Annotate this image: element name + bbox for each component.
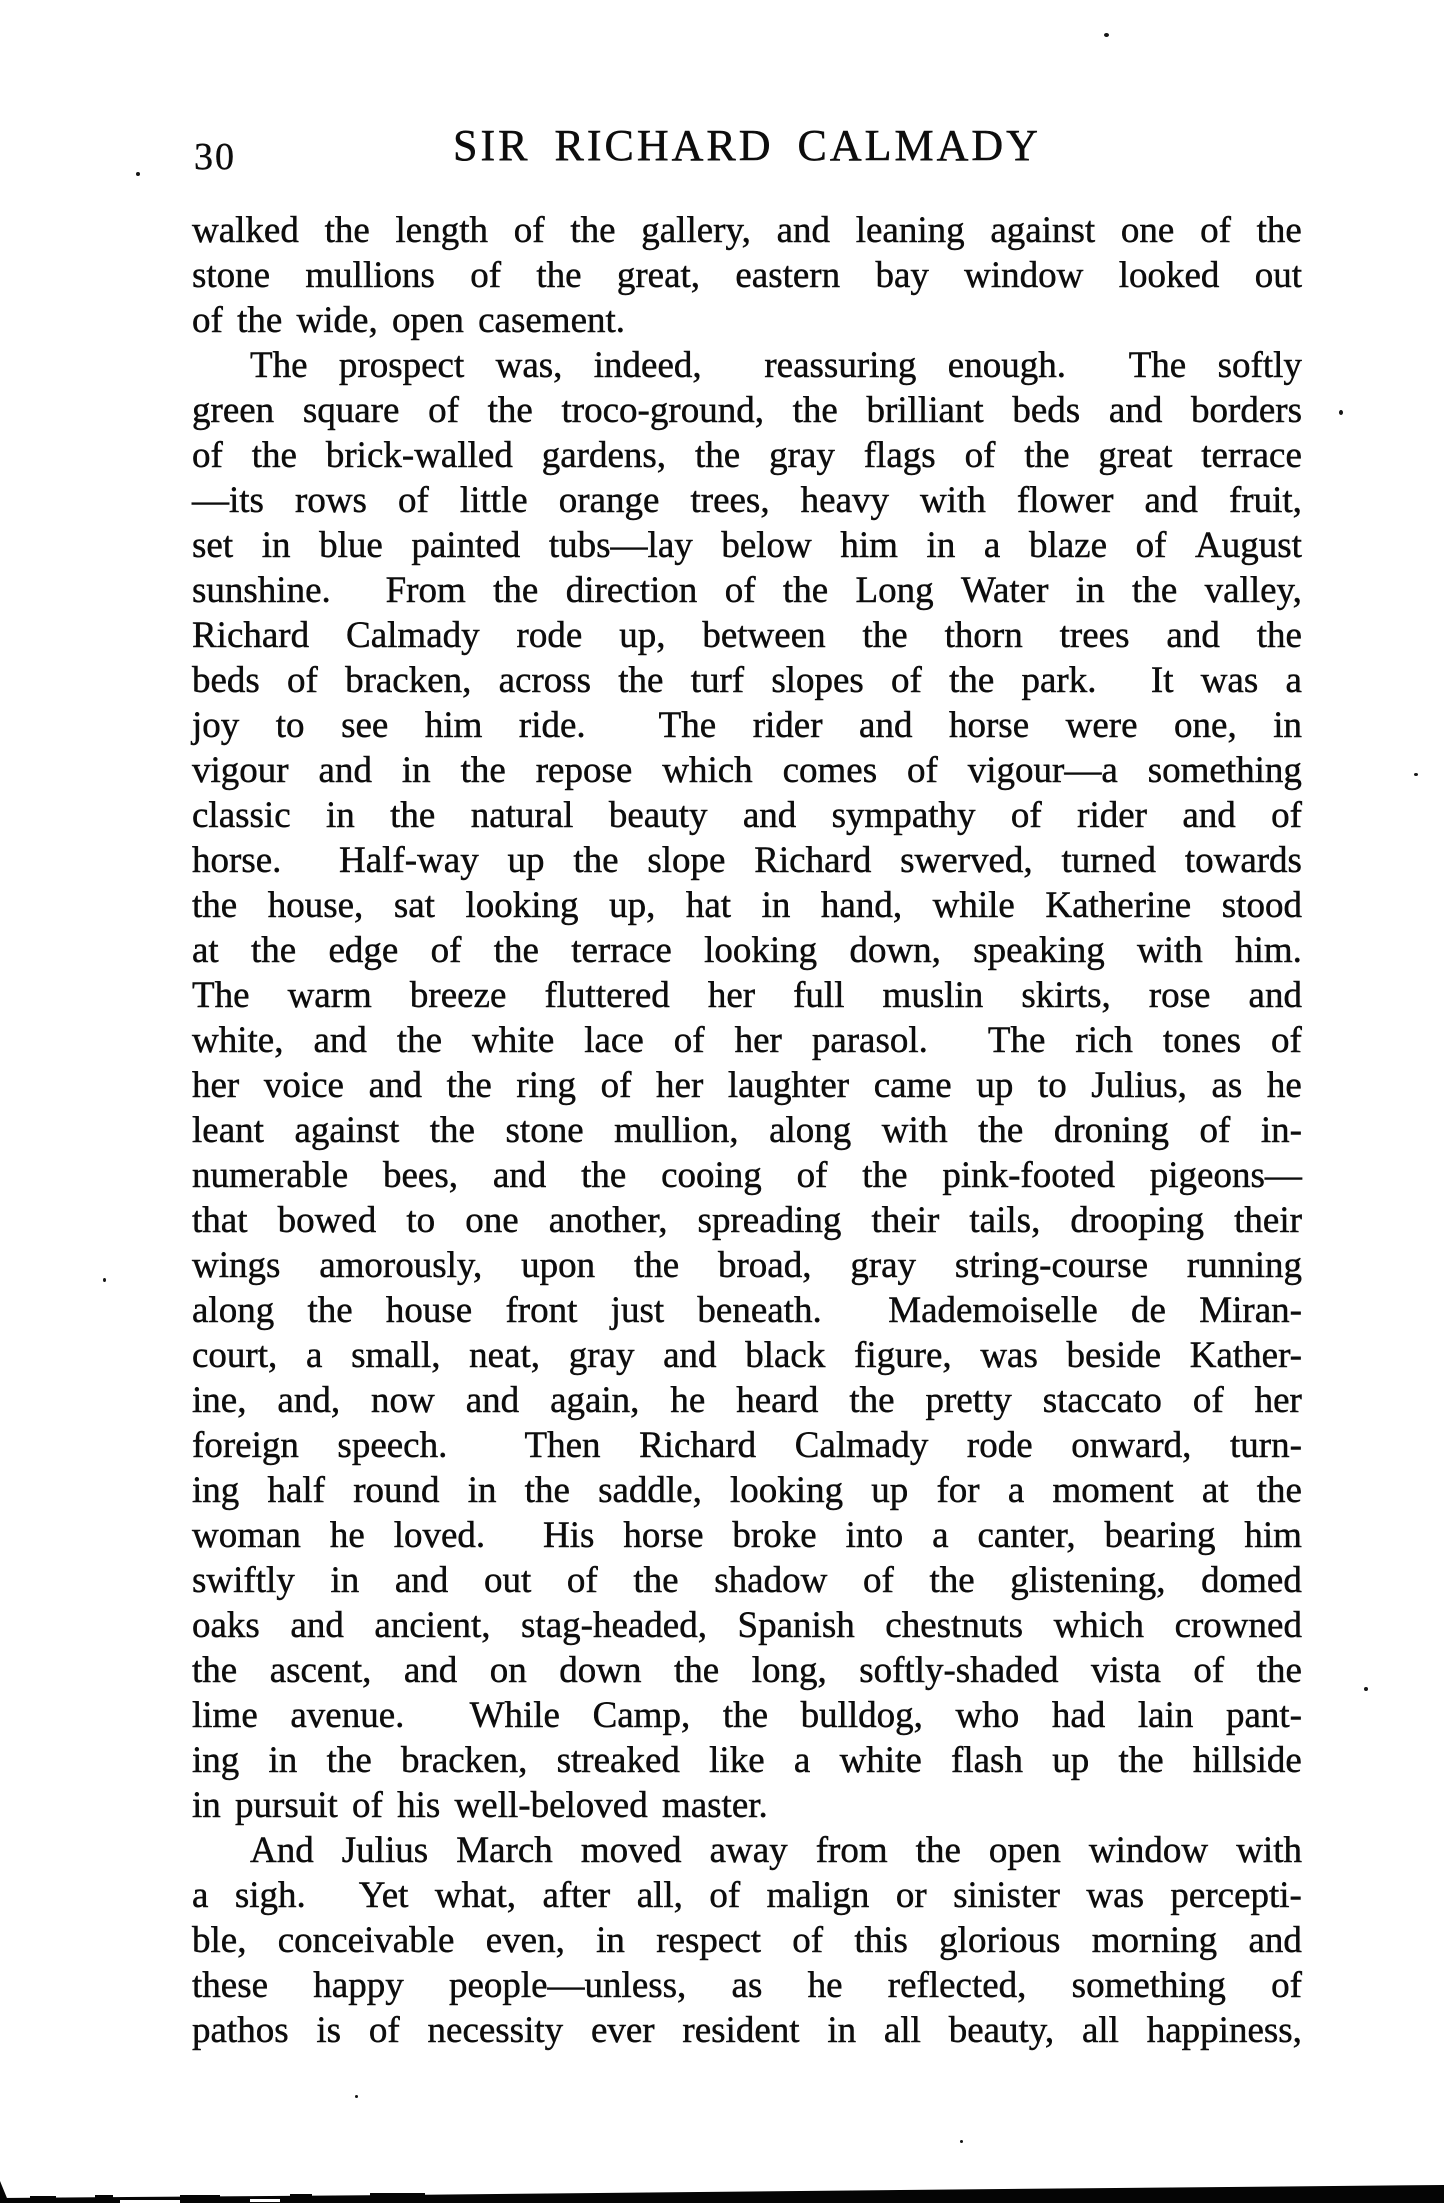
scan-speck (960, 2140, 963, 2143)
text-line: in pursuit of his well-beloved master. (192, 1785, 768, 1826)
text-line: ble, conceivable even, in respect of this glorious morning and (192, 1920, 1302, 1961)
text-line: along the house front just beneath. Mademoiselle de Miran- (192, 1290, 1302, 1331)
text-line: ine, and, now and again, he heard the pretty staccato of her (192, 1380, 1302, 1421)
text-line: the ascent, and on down the long, softly-shaded vista of the (192, 1650, 1302, 1691)
text-line: Richard Calmady rode up, between the thorn trees and the (192, 615, 1302, 656)
text-line: wings amorously, upon the broad, gray string-course running (192, 1245, 1302, 1286)
text-line: —its rows of little orange trees, heavy with flower and fruit, (192, 480, 1302, 521)
scan-speck (103, 1278, 106, 1282)
page-body (192, 208, 1302, 2053)
scan-speck (1364, 1687, 1368, 1691)
text-line: classic in the natural beauty and sympathy of rider and of (192, 795, 1302, 836)
text-line: joy to see him ride. The rider and horse were one, in (192, 705, 1302, 746)
scan-speck (1339, 410, 1343, 415)
text-line: that bowed to one another, spreading their tails, drooping their (192, 1200, 1302, 1241)
text-line: swiftly in and out of the shadow of the glistening, domed (192, 1560, 1302, 1601)
scan-speck (1414, 773, 1418, 776)
text-line: woman he loved. His horse broke into a canter, bearing him (192, 1515, 1302, 1556)
text-line: court, a small, neat, gray and black figure, was beside Kather- (192, 1335, 1302, 1376)
text-line: lime avenue. While Camp, the bulldog, who had lain pant- (192, 1695, 1302, 1736)
text-line: foreign speech. Then Richard Calmady rode onward, turn- (192, 1425, 1302, 1466)
text-line: The prospect was, indeed, reassuring enough. The softly (250, 345, 1302, 386)
text-line: the house, sat looking up, hat in hand, while Katherine stood (192, 885, 1302, 926)
text-line: And Julius March moved away from the open window with (250, 1830, 1302, 1871)
text-line: vigour and in the repose which comes of vigour—a something (192, 750, 1302, 791)
text-line: white, and the white lace of her parasol. The rich tones of (192, 1020, 1302, 1061)
text-line: horse. Half-way up the slope Richard swerved, turned towards (192, 840, 1302, 881)
scan-edge-artifact (0, 2177, 1444, 2203)
text-line: her voice and the ring of her laughter came up to Julius, as he (192, 1065, 1302, 1106)
text-line: set in blue painted tubs—lay below him in a blaze of August (192, 525, 1302, 566)
text-line: sunshine. From the direction of the Long Water in the valley, (192, 570, 1302, 611)
text-line: beds of bracken, across the turf slopes of the park. It was a (192, 660, 1302, 701)
scan-speck (136, 172, 140, 176)
page-header (192, 121, 1302, 178)
scan-speck (355, 2095, 358, 2098)
text-line: numerable bees, and the cooing of the pink-footed pigeons— (192, 1155, 1302, 1196)
text-line: leant against the stone mullion, along with the droning of in- (192, 1110, 1302, 1151)
text-line: oaks and ancient, stag-headed, Spanish chestnuts which crowned (192, 1605, 1302, 1646)
text-line: stone mullions of the great, eastern bay window looked out (192, 255, 1302, 296)
text-line: of the wide, open casement. (192, 300, 626, 341)
text-line: of the brick-walled gardens, the gray flags of the great terrace (192, 435, 1302, 476)
page-number: 30 (194, 136, 236, 178)
text-line: at the edge of the terrace looking down, speaking with him. (192, 930, 1302, 971)
text-line: ing in the bracken, streaked like a white flash up the hillside (192, 1740, 1302, 1781)
text-line: green square of the troco-ground, the brilliant beds and borders (192, 390, 1302, 431)
running-title: SIR RICHARD CALMADY (453, 121, 1041, 170)
text-line: ing half round in the saddle, looking up for a moment at the (192, 1470, 1302, 1511)
text-line: these happy people—unless, as he reflected, something of (192, 1965, 1302, 2006)
text-line: a sigh. Yet what, after all, of malign or sinister was percepti- (192, 1875, 1302, 1916)
text-line: walked the length of the gallery, and leaning against one of the (192, 210, 1302, 251)
text-line: The warm breeze fluttered her full muslin skirts, rose and (192, 975, 1302, 1016)
text-line: pathos is of necessity ever resident in all beauty, all happiness, (192, 2010, 1302, 2051)
scan-speck (1104, 33, 1109, 37)
